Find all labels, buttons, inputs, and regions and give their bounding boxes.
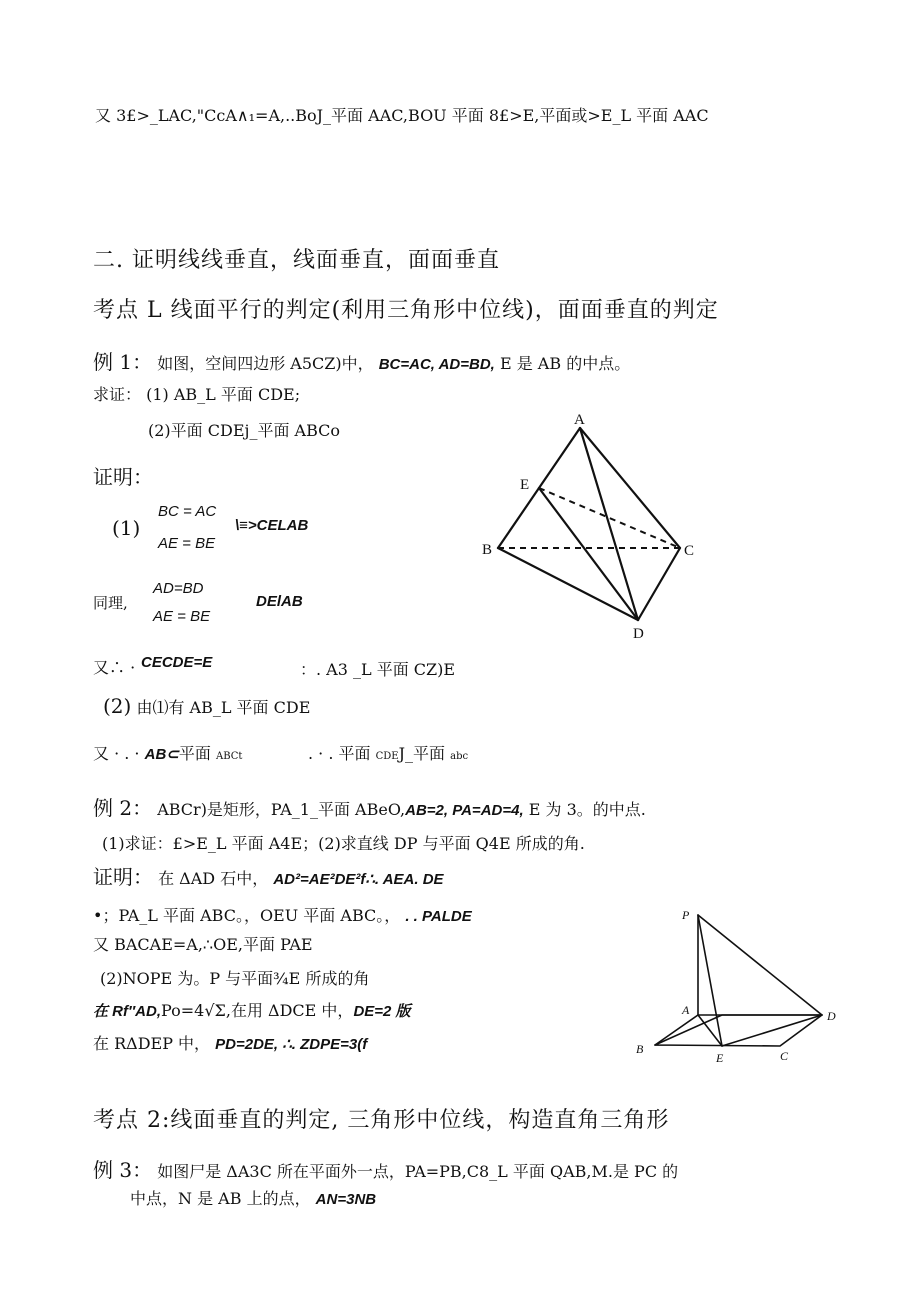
again2-d: . · . 平面 xyxy=(308,744,371,763)
example3-cond: AN=3NB xyxy=(315,1191,377,1208)
example3-line xyxy=(93,1154,678,1183)
top-line: 又 3£>_LAC,"CcA∧₁=A,..BoJ_平面 AAC,BOU 平面 8£>E,平面或>E_L 平面 AAC xyxy=(95,106,709,125)
example2-l5-b: Po=4√Σ,在用 ΔDCE 中， xyxy=(161,1001,354,1020)
example2-text-b: E 为 3。的中点. xyxy=(528,800,646,819)
example2-l3: 又 BACAE=A,∴OE,平面 PAE xyxy=(93,935,313,954)
example3-text-b: 中点，N 是 AB 上的点， xyxy=(130,1189,311,1208)
pyramid-figure xyxy=(630,905,850,1065)
same-frac-bottom: AE = BE xyxy=(153,608,211,625)
again1-a: 又∴ · xyxy=(93,658,136,677)
label-E2: E xyxy=(716,1051,724,1065)
proof1-number: (1) xyxy=(112,516,141,540)
example2-proof-label: 证明： xyxy=(93,865,153,889)
again2-c: 平面 xyxy=(178,744,211,763)
example2-l2 xyxy=(93,903,472,926)
label-P: P xyxy=(682,908,690,922)
example2-l6 xyxy=(93,1031,367,1054)
tetrahedron-figure xyxy=(470,410,720,645)
label-A: A xyxy=(574,412,585,428)
label-B: B xyxy=(482,542,493,558)
example1-text-b: E 是 AB 的中点。 xyxy=(499,354,631,373)
again2-sub2: CDE xyxy=(375,751,399,762)
again2-e: J_平面 xyxy=(398,744,446,763)
example1-label: 例 1： xyxy=(93,350,153,374)
label-A2: A xyxy=(682,1003,690,1017)
example2-l2-a: •；PA_L 平面 ABC。，OEU 平面 ABC。， xyxy=(93,906,401,925)
again2-line-right xyxy=(308,741,468,764)
proof1-frac-top: BC = AC xyxy=(158,503,217,520)
example2-l1-b: AD²=AE²DE²f∴. AEA. DE xyxy=(273,871,444,888)
example1-text-a: 如图，空间四边形 A5CZ)中， xyxy=(157,354,374,373)
example2-text-a: ABCr)是矩形，PA_1_平面 ABeO, xyxy=(157,800,406,819)
example2-l6-a: 在 RΔDEP 中， xyxy=(93,1034,211,1053)
section-heading: 二. 证明线线垂直，线面垂直，面面垂直 xyxy=(93,248,500,273)
example3-line2 xyxy=(130,1186,376,1209)
example2-cond: AB=2, PA=AD=4, xyxy=(405,802,524,819)
again2-a: 又 · . · xyxy=(93,744,140,763)
proof2-line xyxy=(103,694,310,718)
again1-c: ：. A3 _L 平面 CZ)E xyxy=(300,660,456,679)
point1-heading: 考点 L 线面平行的判定(利用三角形中位线)，面面垂直的判定 xyxy=(93,298,719,323)
label-D2: D xyxy=(827,1009,836,1023)
example1-cond: BC=AC, AD=BD, xyxy=(378,356,495,373)
proof2-number: (2) xyxy=(103,694,132,718)
edge-AD xyxy=(580,428,638,620)
example2-l5-c: DE=2 版 xyxy=(353,1003,411,1020)
again1-b: CECDE=E xyxy=(141,654,213,671)
prove-label: 求证： xyxy=(93,385,142,404)
edge-AC xyxy=(580,428,680,548)
proof-label: 证明： xyxy=(93,465,153,489)
proof1-frac-bottom: AE = BE xyxy=(158,535,216,552)
example2-question: (1)求证：£>E_L 平面 A4E；(2)求直线 DP 与平面 Q4E 所成的角. xyxy=(102,834,585,853)
example2-l6-b: PD=2DE, ∴. ZDPE=3(f xyxy=(215,1036,368,1053)
label-E: E xyxy=(520,477,530,493)
same-label: 同理, xyxy=(93,594,128,612)
same-result: DElAB xyxy=(256,593,303,610)
label-C: C xyxy=(684,543,695,559)
question-1: (1) AB_L 平面 CDE; xyxy=(146,385,301,404)
label-B2: B xyxy=(636,1042,644,1056)
example3-text-a: 如图尸是 ΔA3C 所在平面外一点，PA=PB,C8_L 平面 QAB,M.是 PC 的 xyxy=(157,1162,679,1181)
example2-line xyxy=(93,792,646,821)
example2-l4: (2)NOPE 为。P 与平面¾E 所成的角 xyxy=(100,969,370,988)
edge-PD xyxy=(698,915,822,1015)
again2-b: AB⊂ xyxy=(144,746,179,763)
example2-proof-line xyxy=(93,861,444,890)
again2-sub3: abc xyxy=(450,751,469,762)
example3-label: 例 3： xyxy=(93,1158,153,1182)
example2-l1-a: 在 ΔAD 石中， xyxy=(158,869,269,888)
same-frac-top: AD=BD xyxy=(153,580,204,597)
edge-CD xyxy=(638,548,680,620)
segment-ED xyxy=(539,488,638,620)
example2-label: 例 2： xyxy=(93,796,153,820)
example2-l5 xyxy=(93,998,411,1021)
example2-l5-a: 在 Rf″AD, xyxy=(93,1003,162,1020)
again2-sub1: ABCt xyxy=(215,751,243,762)
segment-ED xyxy=(722,1015,822,1046)
label-C2: C xyxy=(780,1049,789,1063)
example1-line xyxy=(93,346,630,375)
example1-prove-line xyxy=(93,382,300,405)
proof1-result: \≡>CELAB xyxy=(235,517,309,534)
again2-line xyxy=(93,741,242,764)
point2-heading: 考点 2:线面垂直的判定, 三角形中位线，构造直角三角形 xyxy=(93,1108,670,1133)
label-D: D xyxy=(633,626,644,642)
example2-l2-b: . . PALDE xyxy=(405,908,472,925)
question-2: (2)平面 CDEj_平面 ABCo xyxy=(148,421,341,440)
edge-PE xyxy=(698,915,722,1046)
segment-BA xyxy=(655,1015,698,1045)
proof2-text: 由⑴有 AB_L 平面 CDE xyxy=(136,698,311,717)
edge-BD xyxy=(498,548,638,620)
